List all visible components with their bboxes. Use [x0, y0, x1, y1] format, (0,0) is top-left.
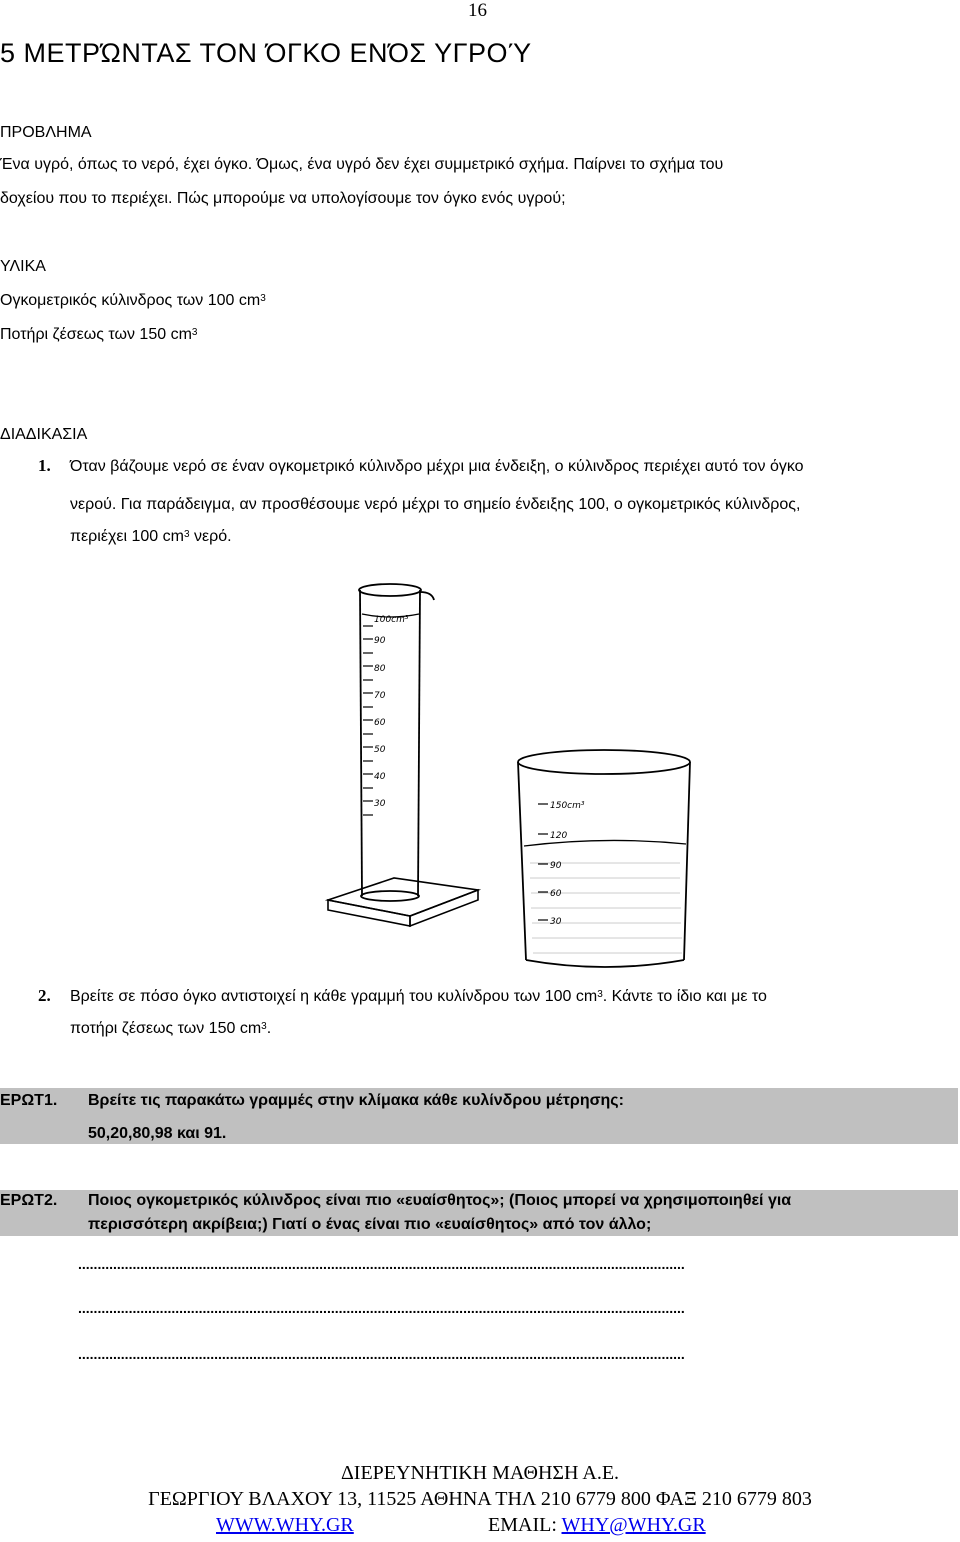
step-1-line-1: Όταν βάζουμε νερό σε έναν ογκομετρικό κύλινδρο μέχρι μια ένδειξη, ο κύλινδρος περιέχει αυτό τον όγκο [70, 458, 804, 475]
step-2-line-2-end: . [266, 1020, 272, 1037]
email-link[interactable]: WHY@WHY.GR [561, 1514, 706, 1536]
base-plate-illustration [328, 878, 478, 926]
cylinder-label-100: 100cm³ [374, 615, 409, 625]
step-2-line-2-text: ποτήρι ζέσεως των 150 cm [70, 1020, 262, 1037]
step-1-line-2: νερού. Για παράδειγμα, αν προσθέσουμε νερό μέχρι το σημείο ένδειξης 100, ο ογκομετρικός κύλινδρος, [70, 496, 801, 513]
materials-heading: ΥΛΙΚΑ [0, 258, 46, 275]
beaker-label-90: 90 [550, 861, 562, 871]
step-1-line-3-end: νερό. [189, 528, 232, 545]
beaker-label-60: 60 [550, 889, 562, 899]
beaker-scale [538, 804, 548, 920]
cylinder-labels [374, 615, 409, 809]
material-item-1 [0, 286, 266, 316]
question-2-line-1: Ποιος ογκομετρικός κύλινδρος είναι πιο «ευαίσθητος»; (Ποιος μπορεί να χρησιμοποιηθεί για [88, 1192, 792, 1209]
step-2-line-1-end: . Κάντε το ίδιο και με το [602, 988, 767, 1005]
beaker-label-150: 150cm³ [550, 801, 585, 811]
cylinder-label-40: 40 [374, 772, 386, 782]
beaker-label-120: 120 [550, 831, 568, 841]
footer-email [488, 1514, 706, 1537]
question-2-label: ΕΡΩΤ2. [0, 1192, 58, 1209]
step-2-line-2 [70, 1014, 271, 1044]
problem-heading: ΠΡΟΒΛΗΜΑ [0, 124, 92, 141]
step-2-number: 2. [38, 986, 51, 1005]
cylinder-label-70: 70 [374, 691, 386, 701]
cylinder-label-30: 30 [374, 799, 386, 809]
step-1-line-3-text: περιέχει 100 cm [70, 528, 184, 545]
problem-line-1: Ένα υγρό, όπως το νερό, έχει όγκο. Όμως, ένα υγρό δεν έχει συμμετρικό σχήμα. Παίρνει το σχήμα του [0, 156, 724, 173]
cylinder-label-50: 50 [374, 745, 386, 755]
answer-line-2[interactable]: ............................................................................................................................................................ [78, 1300, 685, 1316]
problem-line-2: δοχείου που το περιέχει. Πώς μπορούμε να υπολογίσουμε τον όγκο ενός υγρού; [0, 190, 566, 207]
answer-line-3[interactable]: ............................................................................................................................................................ [78, 1346, 685, 1362]
website-link[interactable]: WWW.WHY.GR [216, 1514, 354, 1536]
footer-address: ΓΕΩΡΓΙΟΥ ΒΛΑΧΟΥ 13, 11525 ΑΘΗΝΑ ΤΗΛ 210 6779 800 ΦΑΞ 210 6779 803 [148, 1488, 812, 1510]
material-item-2-text: Ποτήρι ζέσεως των 150 cm [0, 326, 192, 343]
step-2-line-1 [70, 982, 767, 1012]
cylinder-scale [363, 626, 373, 815]
beaker-illustration [518, 750, 690, 967]
page-title: 5 ΜΕΤΡΏΝΤΑΣ ΤΟΝ ΌΓΚΟ ΕΝΌΣ ΥΓΡΟΎ [0, 38, 532, 68]
cylinder-label-80: 80 [374, 664, 386, 674]
question-1-label: ΕΡΩΤ1. [0, 1092, 58, 1109]
email-label: EMAIL: [488, 1514, 562, 1536]
step-1-number: 1. [38, 456, 51, 475]
question-1-line-2: 50,20,80,98 και 91. [88, 1125, 227, 1142]
material-item-1-text: Ογκομετρικός κύλινδρος των 100 cm [0, 292, 261, 309]
footer-org: ΔΙΕΡΕΥΝΗΤΙΚΗ ΜΑΘΗΣΗ Α.Ε. [340, 1462, 620, 1484]
superscript: 3 [191, 327, 198, 338]
beaker-label-30: 30 [550, 917, 562, 927]
procedure-heading: ΔΙΑΔΙΚΑΣΙΑ [0, 426, 88, 443]
material-item-2 [0, 320, 197, 350]
measuring-vessels-figure [300, 578, 720, 978]
step-2-line-1-text: Βρείτε σε πόσο όγκο αντιστοιχεί η κάθε γραμμή του κυλίνδρου των 100 cm [70, 988, 598, 1005]
superscript: 3 [261, 1021, 267, 1032]
question-2-line-2: περισσότερη ακρίβεια;) Γιατί ο ένας είναι πιο «ευαίσθητος» από τον άλλο; [88, 1216, 652, 1233]
answer-line-1[interactable]: ............................................................................................................................................................ [78, 1256, 685, 1272]
question-1-line-1: Βρείτε τις παρακάτω γραμμές στην κλίμακα κάθε κυλίνδρου μέτρησης: [88, 1092, 624, 1109]
graduated-cylinder-illustration [359, 584, 434, 901]
step-1-line-3 [70, 522, 232, 552]
page-number: 16 [468, 0, 487, 21]
superscript: 3 [597, 989, 603, 1000]
footer-website [216, 1514, 354, 1537]
superscript: 3 [183, 529, 190, 540]
superscript: 3 [260, 293, 266, 304]
beaker-water [530, 863, 682, 953]
cylinder-label-60: 60 [374, 718, 386, 728]
cylinder-label-90: 90 [374, 636, 386, 646]
